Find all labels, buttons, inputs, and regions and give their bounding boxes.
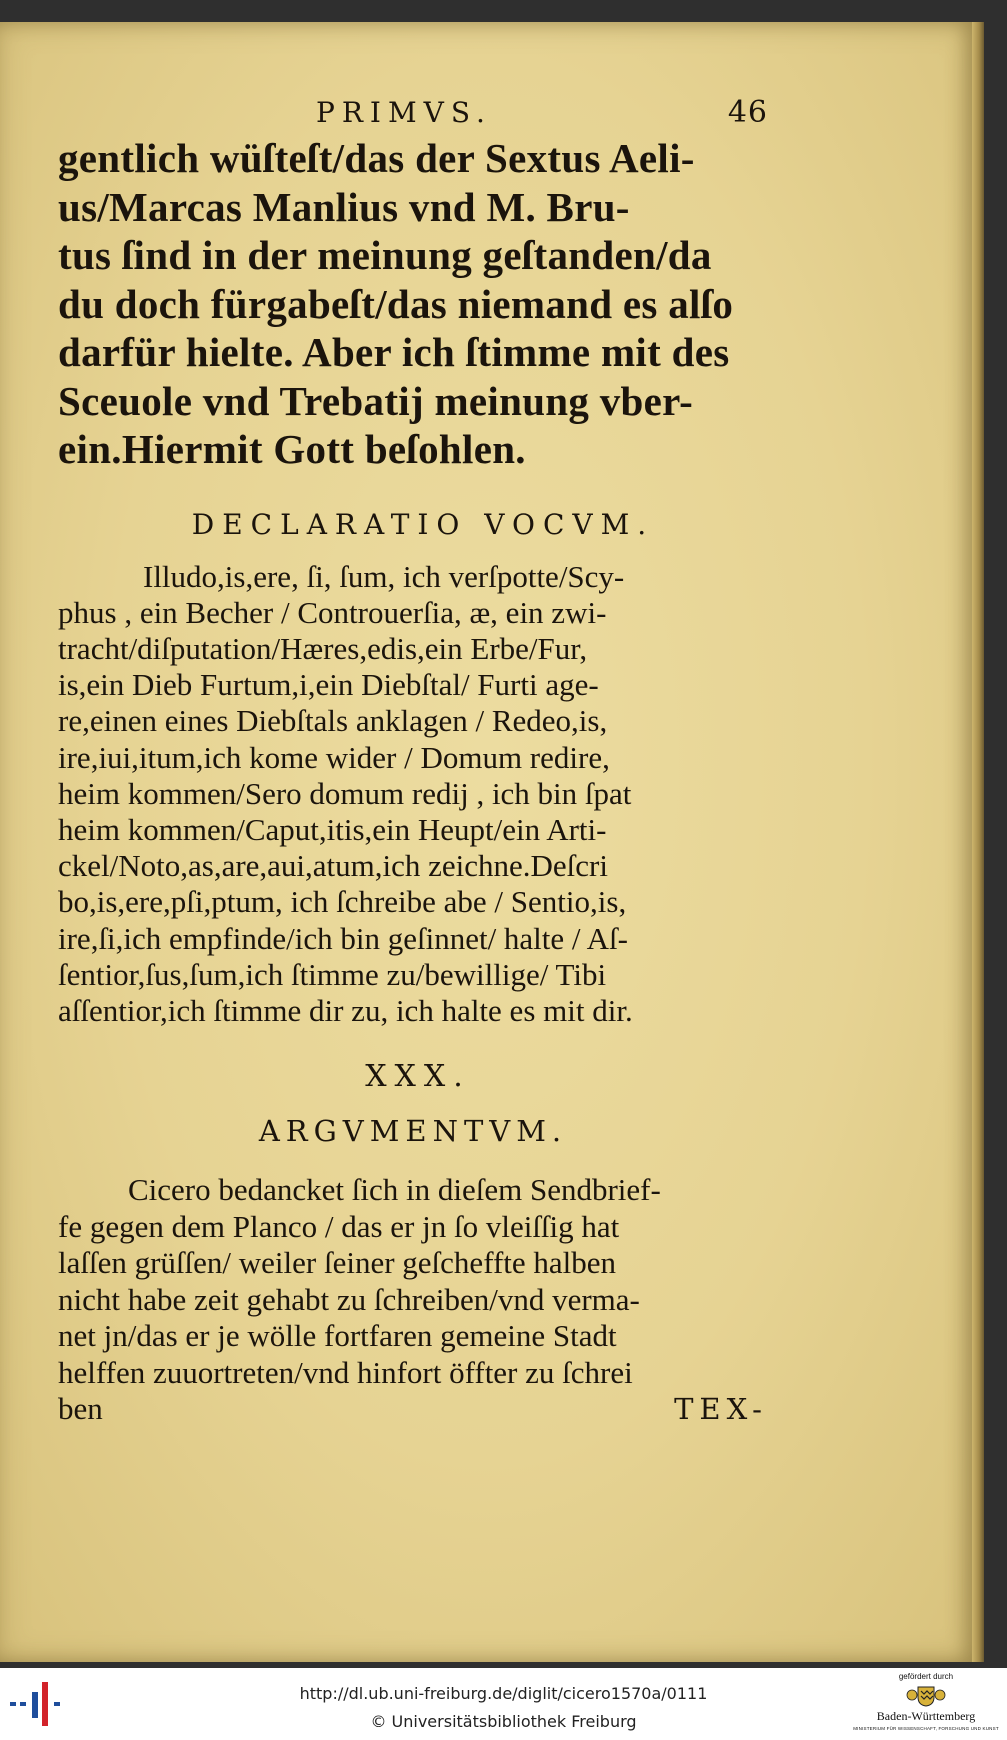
page-number: 46 — [727, 95, 768, 130]
bw-coat-of-arms-icon — [904, 1683, 948, 1707]
text-line: phus , ein Becher / Controuerſia, æ, ein zwi- — [58, 594, 607, 630]
paragraph-argument — [58, 1172, 768, 1428]
text-line: darfür hielte. Aber ich ſtimme mit des — [58, 329, 730, 375]
text-line: nicht habe zeit gehabt zu ſchreiben/vnd verma- — [58, 1281, 640, 1317]
header-title: PRIMVS. — [316, 96, 492, 129]
text-line: Sceuole vnd Trebatij meinung vber- — [58, 377, 694, 424]
sponsor-name: Baden-Württemberg — [876, 1709, 976, 1723]
sponsor-label: gefördert durch — [898, 1672, 954, 1681]
text-line: bo,is,ere,pſi,ptum, ich ſchreibe abe / Sentio,is, — [58, 884, 627, 920]
text-line: Cicero bedancket ſich in dieſem Sendbrief- — [128, 1172, 661, 1208]
sponsor-ministry: MINISTERIUM FÜR WISSENSCHAFT, FORSCHUNG UND KUNST — [853, 1726, 999, 1731]
last-line — [58, 1391, 768, 1428]
text-line: fe gegen dem Planco / das er jn ſo vleiſſig hat — [58, 1208, 620, 1244]
text-line: Illudo,is,ere, ſi, ſum, ich verſpotte/Scy- — [143, 558, 625, 594]
text-line: ckel/Noto,as,are,aui,atum,ich zeichne.Deſcri — [58, 848, 608, 884]
footer-bar — [0, 1668, 1007, 1740]
heading-argumentum: ARGVMENTVM. — [258, 1114, 568, 1149]
text-line: gentlich wüſteſt/das der Sextus Aeli- — [58, 135, 695, 181]
last-line-text: ben — [58, 1391, 103, 1427]
text-line: ire,iui,itum,ich kome wider / Domum redire, — [58, 739, 610, 775]
running-header — [316, 95, 768, 130]
text-line: us/Marcas Manlius vnd M. Bru- — [58, 183, 630, 230]
text-line: heim kommen/Caput,itis,ein Heupt/ein Arti- — [58, 811, 607, 847]
page-edge — [972, 22, 984, 1662]
text-line: helffen zuuortreten/vnd hinfort öffter zu ſchrei — [58, 1354, 633, 1390]
heading-declaratio: DECLARATIO VOCVM. — [191, 507, 655, 541]
text-line: net jn/das er je wölle fortfaren gemeine Stadt — [58, 1318, 617, 1354]
text-line: tus ſind in der meinung geſtanden/da — [58, 232, 712, 278]
catchword: TEX- — [674, 1392, 768, 1427]
text-line: re,einen eines Diebſtals anklagen / Redeo,is, — [58, 703, 608, 739]
copyright-notice: © Universitätsbibliothek Freiburg — [370, 1712, 637, 1731]
text-line: du doch fürgabeſt/das niemand es alſo — [58, 280, 734, 327]
text-line: heim kommen/Sero domum redij , ich bin ſpat — [58, 775, 632, 811]
text-line: laſſen grüſſen/ weiler ſeiner geſcheffte halben — [58, 1245, 617, 1281]
sponsor-block — [851, 1672, 1001, 1738]
text-line: tracht/diſputation/Hæres,edis,ein Erbe/Fur, — [58, 630, 588, 666]
document-url[interactable]: http://dl.ub.uni-freiburg.de/diglit/cicero1570a/0111 — [299, 1684, 708, 1703]
text-line: is,ein Dieb Furtum,i,ein Diebſtal/ Furti age- — [58, 667, 599, 703]
letter-number: XXX. — [365, 1059, 471, 1095]
paragraph-vocabulary — [58, 559, 768, 1030]
text-line: ire,ſi,ich empfinde/ich bin geſinnet/ halte / Aſ- — [58, 920, 628, 956]
paragraph-letter-end — [58, 134, 768, 474]
text-line: ſentior,ſus,ſum,ich ſtimme zu/bewillige/ Tibi — [58, 956, 607, 992]
page-text — [58, 95, 768, 1428]
text-line: ein.Hiermit Gott beſohlen. — [58, 426, 526, 472]
text-line: aſſentior,ich ſtimme dir zu, ich halte es mit dir. — [58, 992, 633, 1028]
